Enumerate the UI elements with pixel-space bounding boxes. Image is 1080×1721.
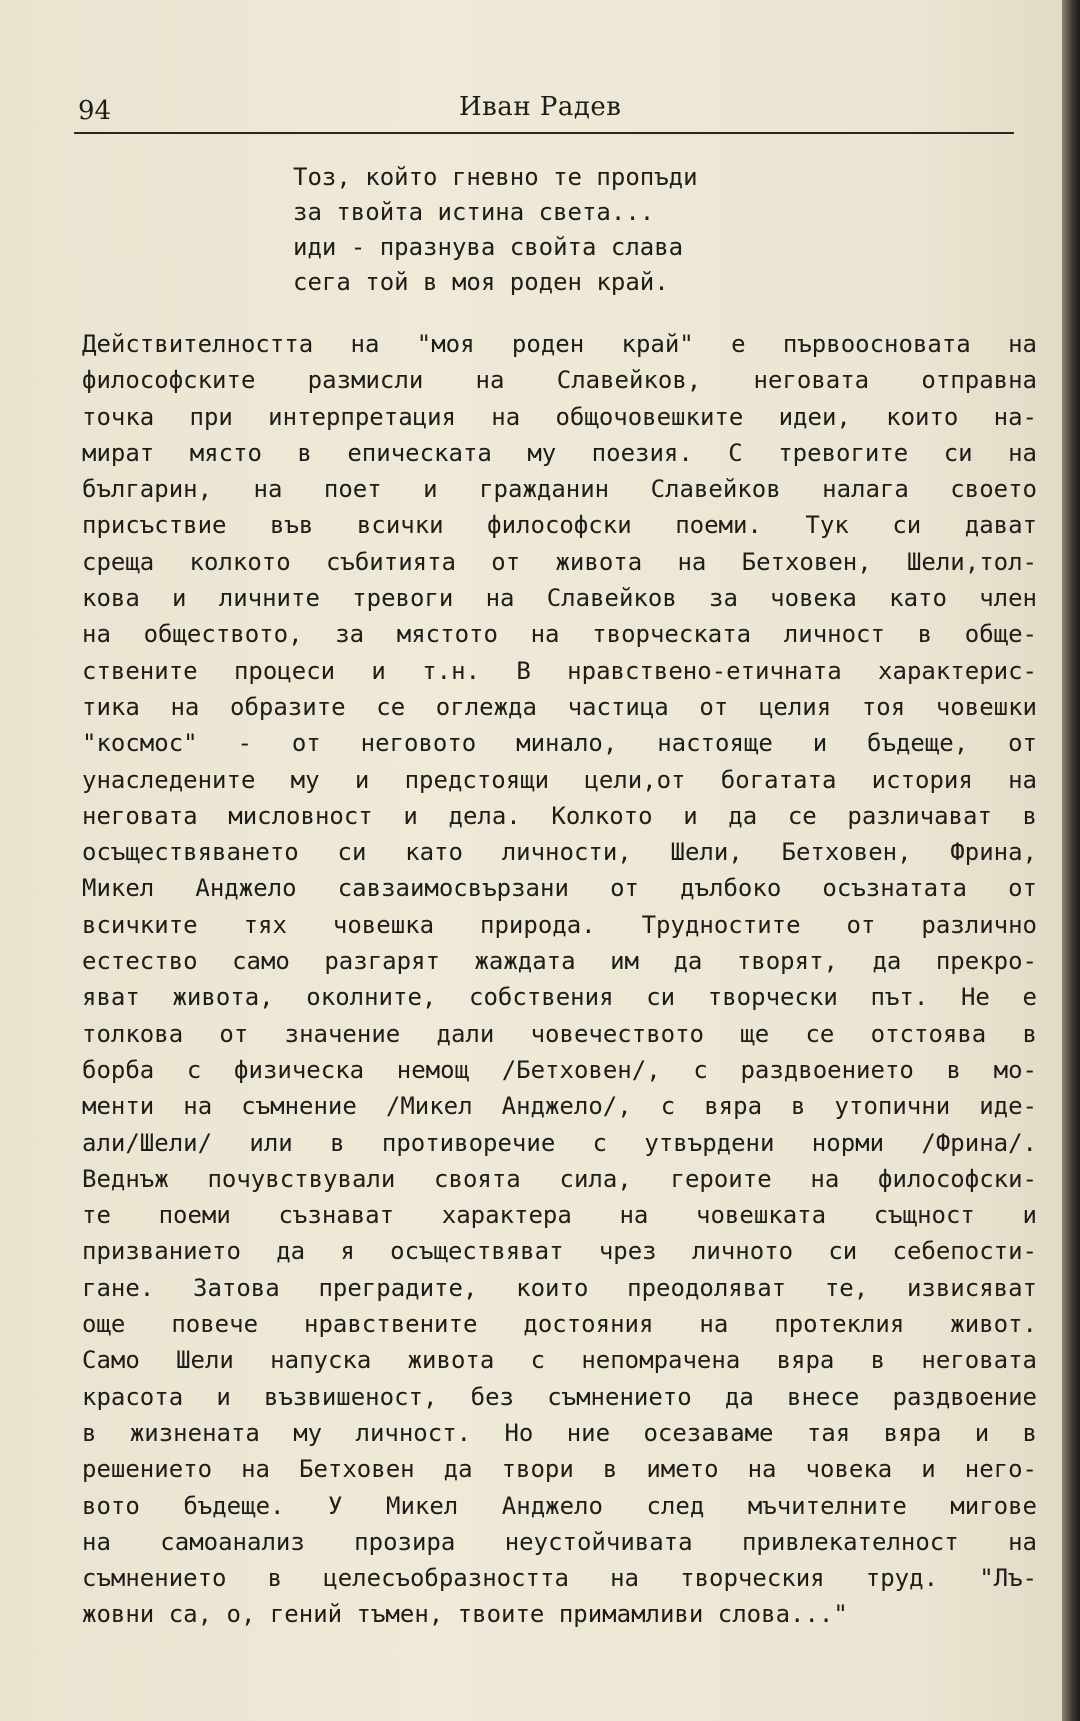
text-line: неговата мисловност и дела. Колкото и да се различават в xyxy=(82,801,1037,830)
text-line: философските размисли на Славейков, неговата отправна xyxy=(82,366,1037,395)
text-line: красота и възвишеност, без съмнението да внесе раздвоение xyxy=(82,1382,1037,1411)
body-paragraph xyxy=(82,326,1037,1633)
text-line: на самоанализ прозира неустойчивата привлекателност на xyxy=(82,1527,1037,1556)
text-line: всичките тях човешка природа. Трудностите от различно xyxy=(82,910,1037,939)
text-line: Микел Анджело савзаимосвързани от дълбоко осъзнатата от xyxy=(82,874,1037,903)
poem-quote xyxy=(293,160,698,300)
text-line: тика на образите се оглежда частица от целия тоя човешки xyxy=(82,692,1037,721)
text-line: Действителността на "моя роден край" е първоосновата на xyxy=(82,330,1037,358)
text-line: естество само разгарят жаждата им да творят, да прекро- xyxy=(82,947,1037,976)
running-head-author: Иван Радев xyxy=(459,92,622,122)
text-line: точка при интерпретация на общочовешките идеи, които на- xyxy=(82,402,1037,431)
text-line: още повече нравствените достояния на протеклия живот. xyxy=(82,1310,1037,1339)
text-line: толкова от значение дали човечеството ще се отстоява в xyxy=(82,1019,1037,1048)
text-line: Само Шели напуска живота с непомрачена вяра в неговата xyxy=(82,1346,1037,1375)
text-line: кова и личните тревоги на Славейков за човека като член xyxy=(82,584,1037,613)
text-line: среща колкото събитията от живота на Бетховен, Шели,тол- xyxy=(82,547,1037,576)
text-line: яват живота, околните, собствения си творчески път. Не е xyxy=(82,983,1037,1012)
text-line: гане. Затова преградите, които преодоляват те, извисяват xyxy=(82,1273,1037,1302)
text-line: в жизнената му личност. Но ние осезаваме тая вяра и в xyxy=(82,1418,1037,1447)
page-number: 94 xyxy=(78,96,112,126)
poem-line: Тоз, който гневно те пропъди xyxy=(293,163,698,191)
page-header xyxy=(74,92,1014,134)
text-line: али/Шели/ или в противоречие с утвърдени норми /Фрина/. xyxy=(82,1128,1037,1157)
text-line: българин, на поет и гражданин Славейков налага своето xyxy=(82,475,1037,504)
text-line: ствените процеси и т.н. В нравствено-етичната характерис- xyxy=(82,656,1037,685)
poem-line: иди - празнува свойта слава xyxy=(293,233,684,261)
text-line: на обществото, за мястото на творческата личност в обще- xyxy=(82,620,1037,649)
text-line: решението на Бетховен да твори в името на човека и него- xyxy=(82,1455,1037,1484)
page-binding-edge xyxy=(1062,0,1080,1721)
text-line: вото бъдеще. У Микел Анджело след мъчителните мигове xyxy=(82,1491,1037,1520)
poem-line: сега той в моя роден край. xyxy=(293,268,669,296)
text-line: "космос" - от неговото минало, настояще и бъдеще, от xyxy=(82,729,1037,758)
text-line: мират място в епическата му поезия. С тревогите си на xyxy=(82,438,1037,467)
text-line: унаследените му и предстоящи цели,от богатата история на xyxy=(82,765,1037,794)
text-line: съмнението в целесъобразността на творческия труд. "Лъ- xyxy=(82,1564,1037,1593)
poem-line: за твойта истина света... xyxy=(293,198,655,226)
text-line: призванието да я осъществяват чрез личното си себепости- xyxy=(82,1237,1037,1266)
text-line: менти на съмнение /Микел Анджело/, с вяра в утопични иде- xyxy=(82,1092,1037,1121)
text-line: присъствие във всички философски поеми. Тук си дават xyxy=(82,511,1037,540)
text-line: борба с физическа немощ /Бетховен/, с раздвоението в мо- xyxy=(82,1055,1037,1084)
text-line: Веднъж почувствували своята сила, героите на философски- xyxy=(82,1164,1037,1193)
text-line: жовни са, о, гений тъмен, твоите примамливи слова..." xyxy=(82,1600,848,1629)
text-line: осъществяването си като личности, Шели, Бетховен, Фрина, xyxy=(82,838,1037,867)
text-line: те поеми съзнават характера на човешката същност и xyxy=(82,1201,1037,1230)
